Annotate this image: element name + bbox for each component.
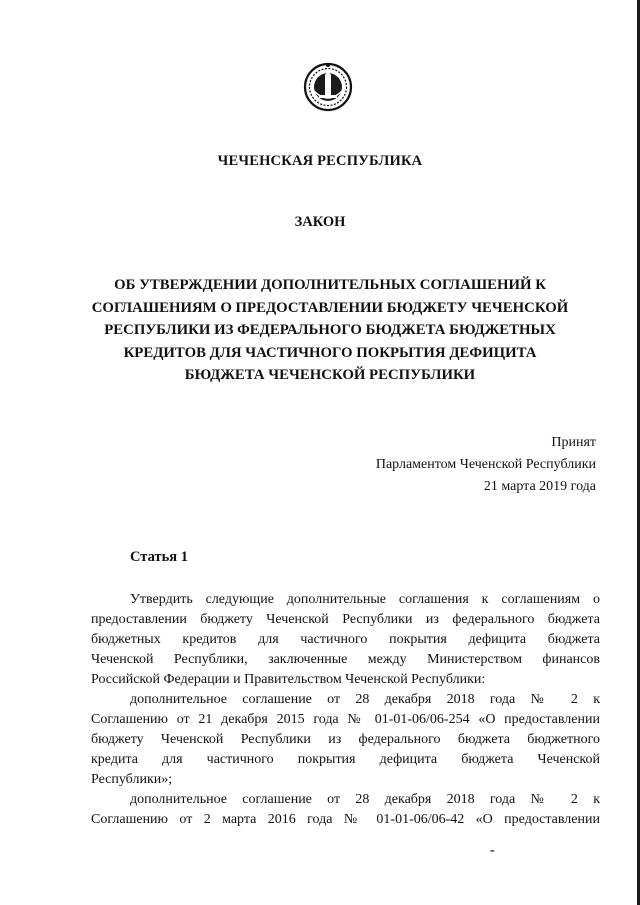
adoption-block — [376, 432, 596, 498]
body-line: кредита для частичного покрытия дефицита бюджета Чеченской — [91, 752, 600, 767]
body-line: Республики»; — [91, 772, 173, 787]
law-title-line: СОГЛАШЕНИЯМ О ПРЕДОСТАВЛЕНИИ БЮДЖЕТУ ЧЕЧЕНСКОЙ — [91, 299, 569, 316]
page-mark: - — [490, 843, 495, 858]
adoption-date: 21 марта 2019 года — [483, 479, 596, 494]
republic-name: ЧЕЧЕНСКАЯ РЕСПУБЛИКА — [217, 153, 423, 169]
law-title-line: РЕСПУБЛИКИ ИЗ ФЕДЕРАЛЬНОГО БЮДЖЕТА БЮДЖЕТНЫХ — [104, 322, 556, 338]
body-line: Соглашению от 21 декабря 2015 года № 01-01-06/06-254 «О предоставлении — [91, 712, 600, 727]
body-line: Соглашению от 2 марта 2016 года № 01-01-06/06-42 «О предоставлении — [91, 812, 600, 827]
adoption-status: Принят — [551, 435, 596, 450]
body-line: Российской Федерации и Правительством Чеченской Республики: — [91, 672, 486, 687]
body-line: Утвердить следующие дополнительные соглашения к соглашениям о — [130, 592, 600, 607]
body-line: бюджету Чеченской Республики из федерального бюджета бюджетного — [91, 732, 600, 747]
law-title — [60, 274, 600, 387]
article-body — [91, 590, 600, 830]
body-line: дополнительное соглашение от 28 декабря 2018 года № 2 к — [130, 692, 600, 707]
body-line: Чеченской Республики, заключенные между Министерством финансов — [91, 652, 600, 667]
chechen-republic-coat-of-arms-icon — [303, 60, 353, 114]
law-title-line: ОБ УТВЕРЖДЕНИИ ДОПОЛНИТЕЛЬНЫХ СОГЛАШЕНИЙ К — [114, 277, 546, 293]
body-line: предоставлении бюджету Чеченской Республики из федерального бюджета — [91, 612, 600, 627]
article-heading: Статья 1 — [130, 549, 188, 565]
document-type: ЗАКОН — [294, 214, 346, 230]
body-line: дополнительное соглашение от 28 декабря 2018 года № 2 к — [130, 792, 600, 807]
law-title-line: БЮДЖЕТА ЧЕЧЕНСКОЙ РЕСПУБЛИКИ — [184, 367, 476, 383]
law-title-line: КРЕДИТОВ ДЛЯ ЧАСТИЧНОГО ПОКРЫТИЯ ДЕФИЦИТА — [123, 344, 537, 361]
body-line: бюджетных кредитов для частичного покрытия дефицита бюджета — [91, 632, 600, 647]
adoption-body: Парламентом Чеченской Республики — [375, 457, 596, 472]
